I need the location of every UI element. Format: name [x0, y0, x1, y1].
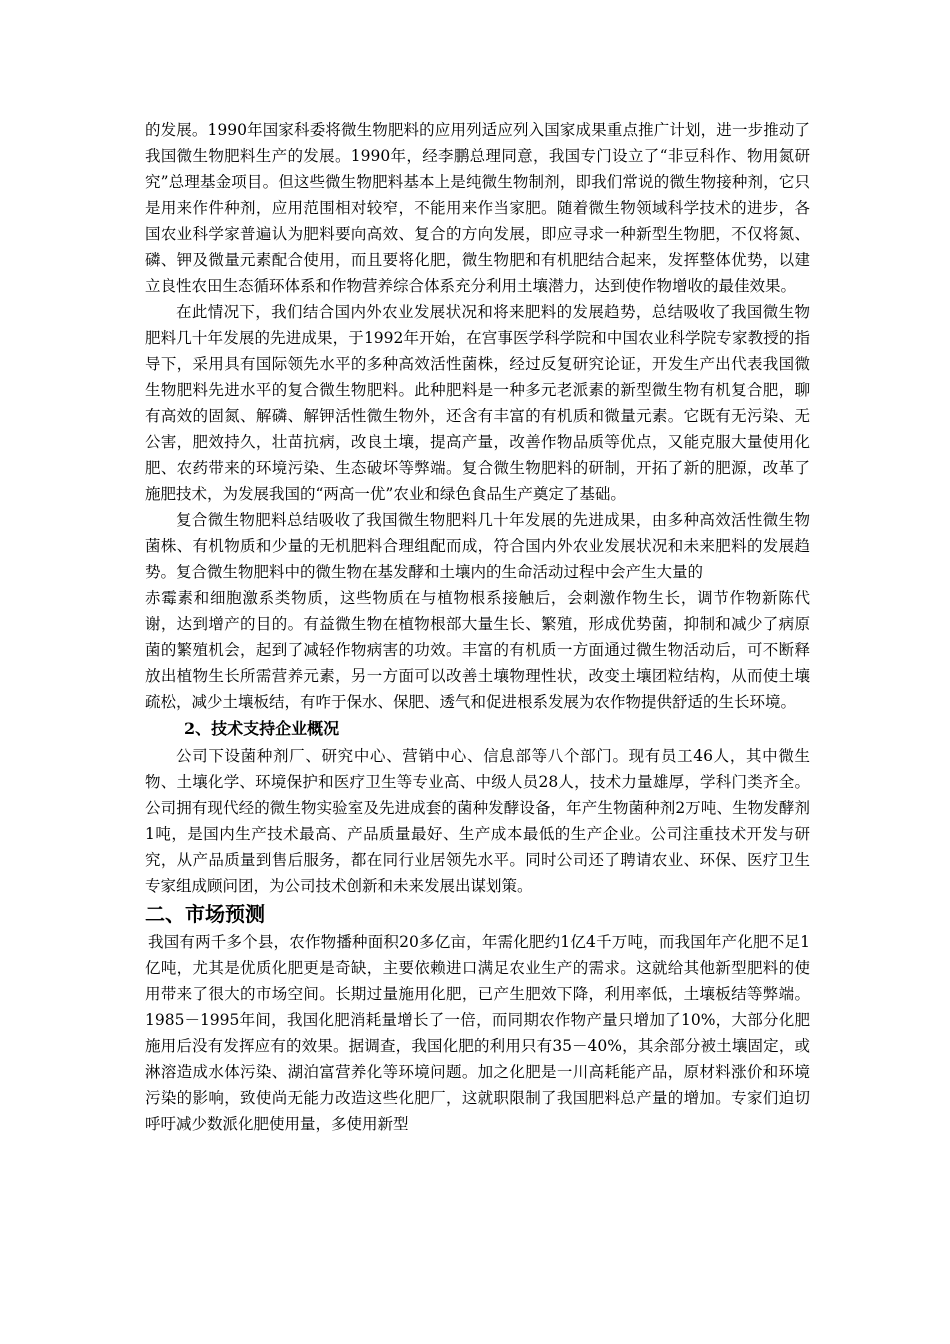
paragraph-development-history: 的发展。1990年国家科委将微生物肥料的应用列适应列入国家成果重点推广计划，进一步推动了我国微生物肥料生产的发展。1990年，经李鹏总理同意，我国专门设立了“非豆科作、物用氮研究”总理基金项目。但这些微生物肥料基本上是纯微生物制剂，即我们常说的微生物接种剂，它只是用来作件种剂，应用范围相对较窄，不能用来作当家肥。随着微生物领域科学技术的进步，各国农业科学家普遍认为肥料要向高效、复合的方向发展，即应寻求一种新型生物肥，不仅将氮、磷、钾及微量元素配合使用，而且要将化肥，微生物肥和有机肥结合起来，发挥整体优势，以建立良性农田生态循环体系和作物营养综合体系充分利用土壤潜力，达到使作物增收的最佳效果。 — [145, 121, 810, 295]
document-page — [145, 117, 810, 1137]
paragraph-microbe-effects: 赤霉素和细胞激系类物质，这些物质在与植物根系接触后，会刺激作物生长，调节作物新陈代谢，达到增产的目的。有益微生物在植物根部大量生长、繁殖，形成优势菌，抑制和减少了病原菌的繁殖机会，起到了减轻作物病害的功效。丰富的有机质一方面通过微生物活动后，可不断释放出植物生长所需营养元素，另一方面可以改善土壤物理性状，改变土壤团粒结构，从而使土壤疏松，减少土壤板结，有咋于保水、保肥、透气和促进根系发展为农作物提供舒适的生长环境。 — [145, 589, 810, 711]
paragraph-market-analysis: 我国有两千多个县，农作物播种面积20多亿亩，年需化肥约1亿4千万吨，而我国年产化肥不足1亿吨，尤其是优质化肥更是奇缺，主要依赖进口满足农业生产的需求。这就给其他新型肥料的使用带来了很大的市场空间。长期过量施用化肥，已产生肥效下降，利用率低，土壤板结等弊端。1985－1995年间，我国化肥消耗量增长了一倍，而同期农作物产量只增加了10%，大部分化肥施用后没有发挥应有的效果。据调查，我国化肥的利用只有35－40%，其余部分被土壤固定，或淋溶造成水体污染、湖泊富营养化等环境问题。加之化肥是一川高耗能产品，原材料涨价和环境污染的影响，致使尚无能力改造这些化肥厂，这就职限制了我国肥料总产量的增加。专家们迫切呼吁减少数派化肥使用量，多使用新型 — [145, 933, 810, 1133]
paragraph-company-overview: 公司下设菌种剂厂、研究中心、营销中心、信息部等八个部门。现有员工46人，其中微生物、土壤化学、环境保护和医疗卫生等专业高、中级人员28人，技术力量雄厚，学科门类齐全。公司拥有现代经的微生物实验室及先进成套的菌种发酵设备，年产生物菌种剂2万吨、生物发酵剂1吨，是国内生产技术最高、产品质量最好、生产成本最低的生产企业。公司注重技术开发与研究，从产品质量到售后服务，都在同行业居领先水平。同时公司还了聘请农业、环保、医疗卫生专家组成顾问团，为公司技术创新和未来发展出谋划策。 — [145, 747, 810, 895]
paragraph-product-development: 在此情况下，我们结合国内外农业发展状况和将来肥料的发展趋势，总结吸收了我国微生物肥料几十年发展的先进成果，于1992年开始，在宫事医学科学院和中国农业科学院专家教授的指导下，采用具有国际领先水平的多种高效活性菌株，经过反复研究论证，开发生产出代表我国微生物肥料先进水平的复合微生物肥料。此种肥料是一种多元老派素的新型微生物有机复合肥，聊有高效的固氮、解磷、解钾活性微生物外，还含有丰富的有机质和微量元素。它既有无污染、无公害，肥效持久，壮苗抗病，改良土壤，提高产量，改善作物品质等优点，又能克服大量使用化肥、农药带来的环境污染、生态破坏等弊端。复合微生物肥料的研制，开拓了新的肥源，改革了施肥技术，为发展我国的“两高一优”农业和绿色食品生产奠定了基础。 — [145, 303, 810, 503]
section-heading-market-forecast: 二、市场预测 — [145, 902, 265, 926]
section-heading-tech-support: 2、技术支持企业概况 — [184, 719, 340, 738]
paragraph-compound-fertilizer: 复合微生物肥料总结吸收了我国微生物肥料几十年发展的先进成果，由多种高效活性微生物菌株、有机物质和少量的无机肥料合理组配而成，符合国内外农业发展状况和未来肥料的发展趋势。复合微生物肥料中的微生物在基发酵和土壤内的生命活动过程中会产生大量的 — [145, 511, 810, 581]
